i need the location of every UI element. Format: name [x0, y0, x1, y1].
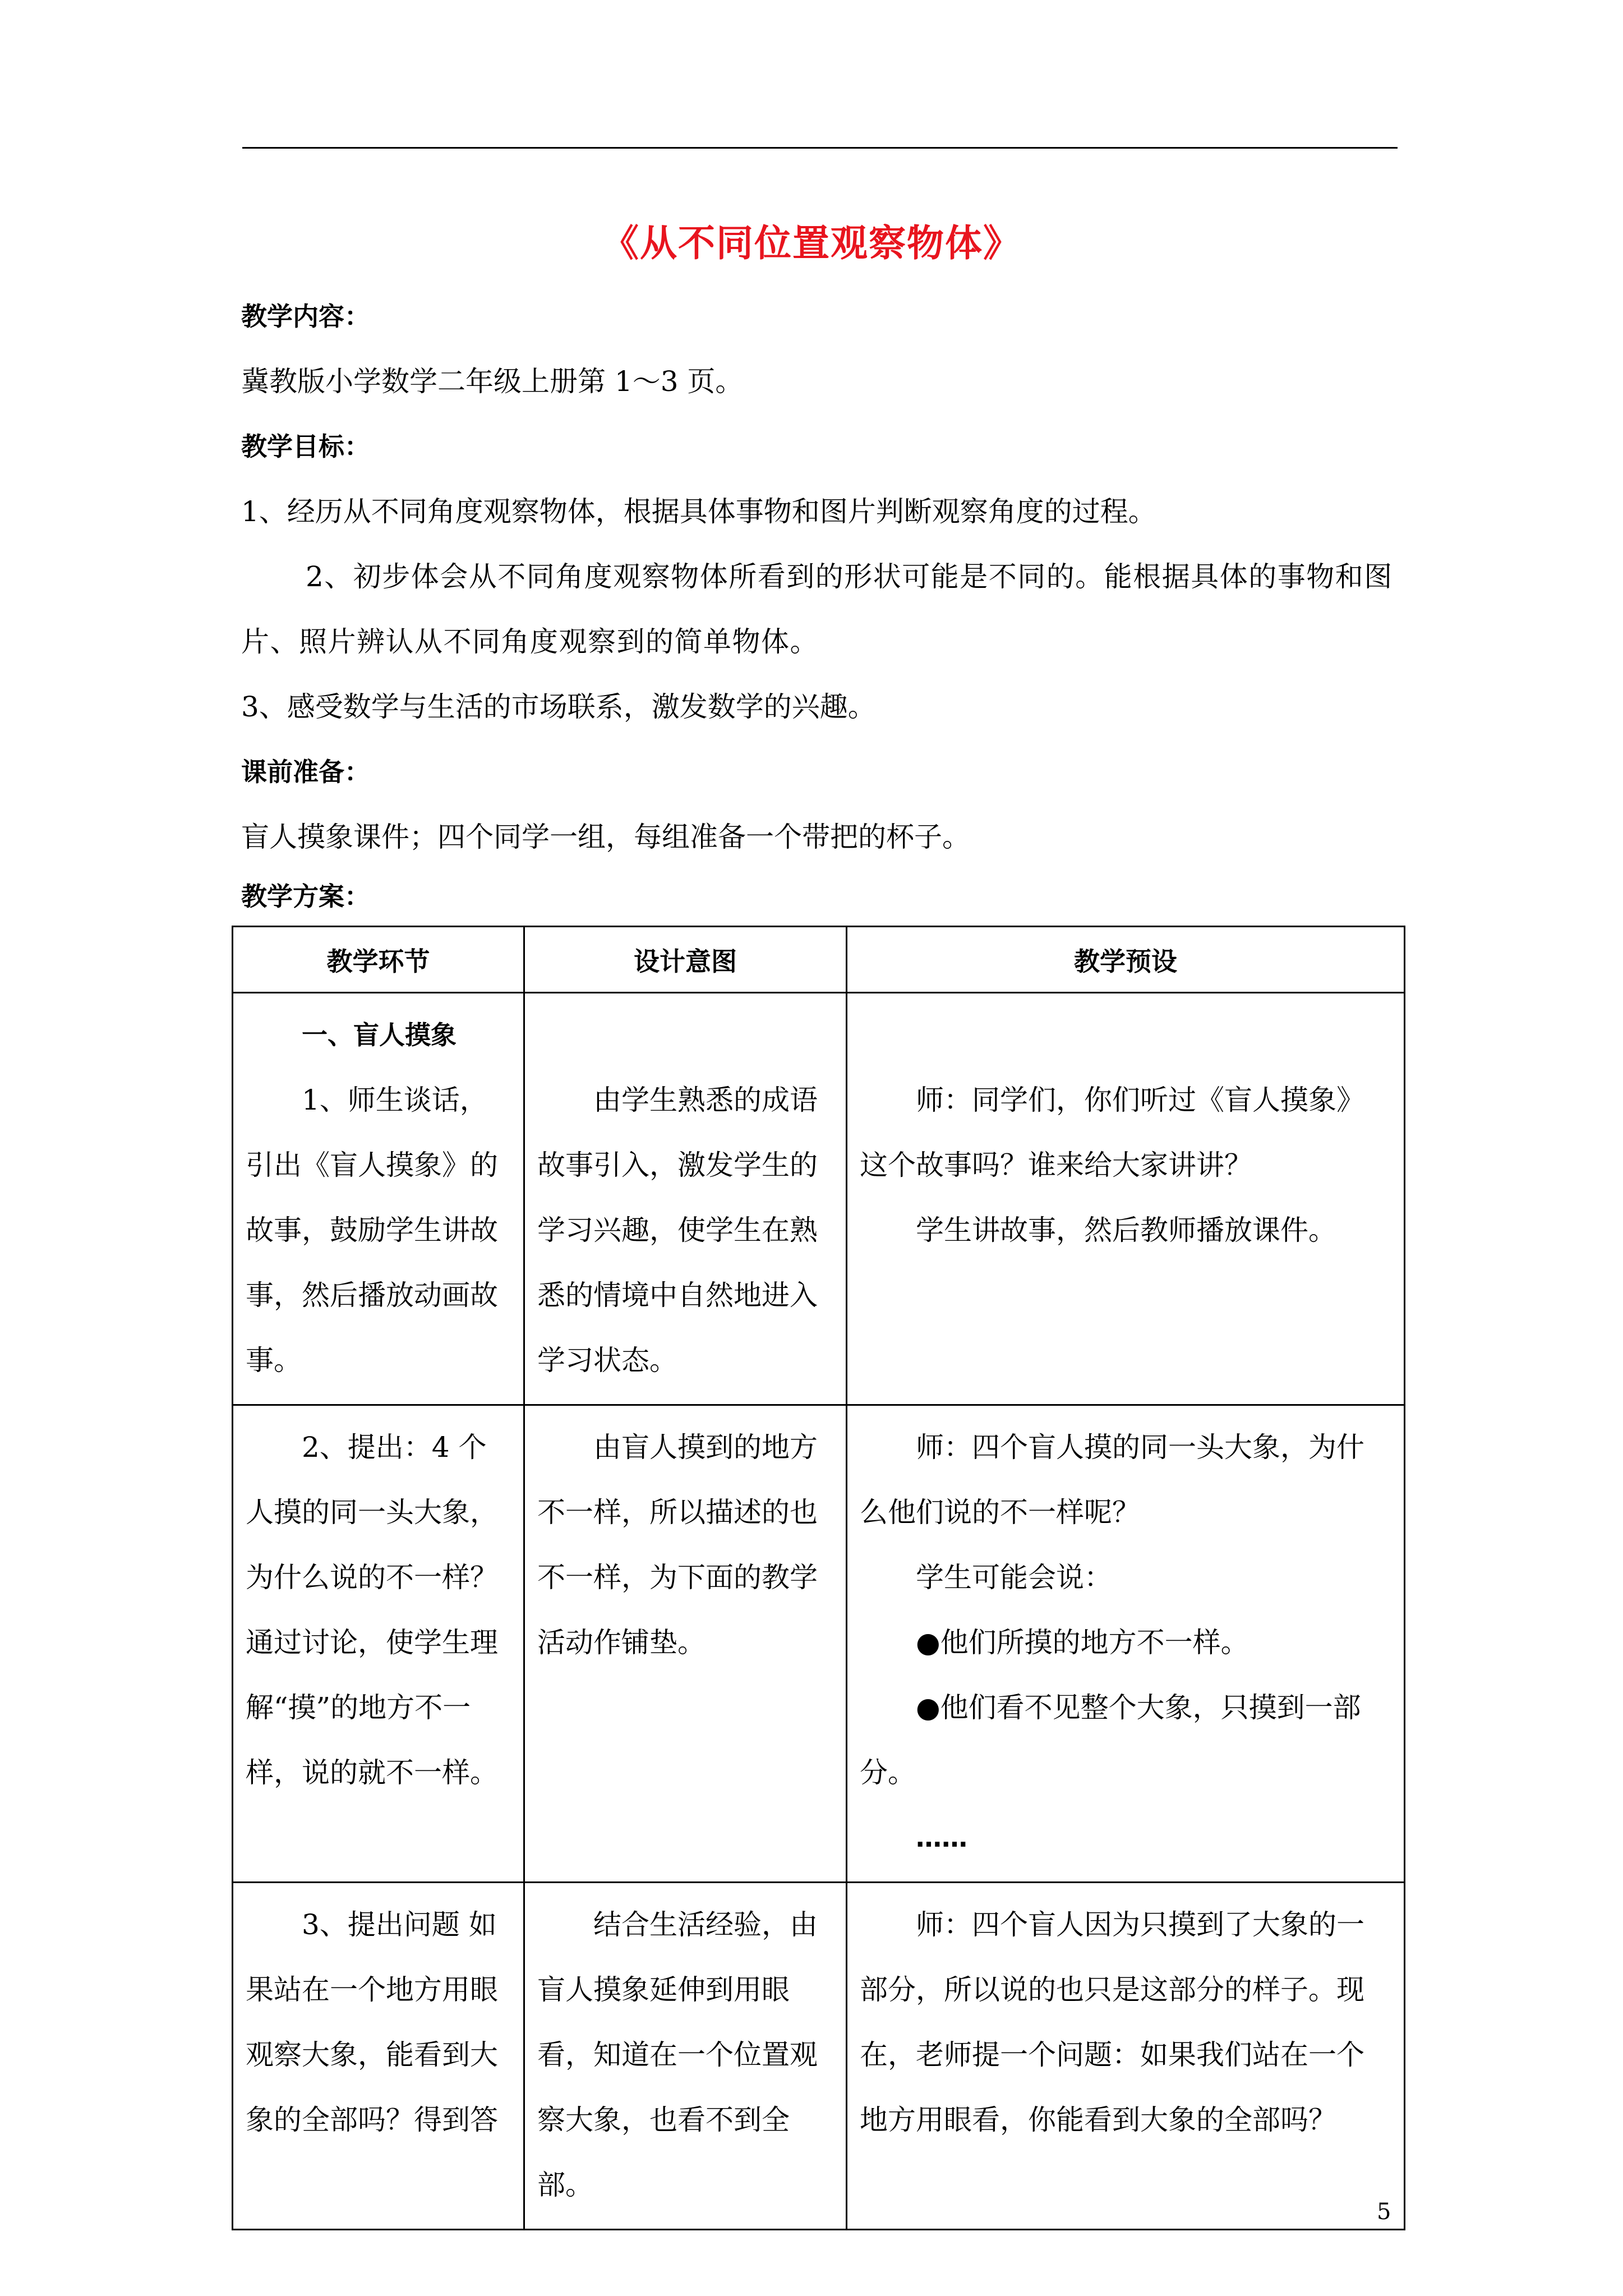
goals-heading: 教学目标： — [241, 431, 370, 462]
table-row — [233, 993, 1405, 1405]
preset-bullet: ●他们看不见整个大象，只摸到一部分。 — [860, 1691, 1361, 1789]
header-rule — [242, 147, 1398, 149]
preset-text: 师：四个盲人因为只摸到了大象的一部分，所以说的也只是这部分的样子。现在，老师提一个问题：如果我们站在一个地方用眼看，你能看到大象的全部吗？ — [860, 1908, 1364, 2136]
stage-text: 1、师生谈话，引出《盲人摸象》的故事，鼓励学生讲故事，然后播放动画故事。 — [246, 1084, 498, 1377]
content-text: 冀教版小学数学二年级上册第 1～3 页。 — [241, 365, 744, 398]
preset-cell — [847, 1405, 1405, 1883]
page-number: 5 — [1377, 2199, 1391, 2225]
prep-heading: 课前准备： — [241, 757, 370, 787]
intent-cell — [524, 1405, 847, 1883]
lesson-plan-table — [232, 926, 1405, 2230]
table-row — [233, 1883, 1405, 2230]
plan-heading: 教学方案： — [241, 881, 370, 912]
stage-heading: 一、盲人摸象 — [302, 1020, 457, 1050]
intent-cell — [524, 1883, 847, 2230]
stage-text: 2、提出：4 个人摸的同一头大象，为什么说的不一样？通过讨论，使学生理解“摸”的地方不一样，说的就不一样。 — [246, 1431, 498, 1789]
header-intent: 设计意图 — [524, 927, 847, 993]
goal-3: 3、感受数学与生活的市场联系，激发数学的兴趣。 — [241, 691, 876, 723]
stage-cell — [233, 993, 524, 1405]
goal-1: 1、经历从不同角度观察物体，根据具体事物和图片判断观察角度的过程。 — [241, 495, 1156, 528]
intent-cell — [524, 993, 847, 1405]
preset-text: 师：四个盲人摸的同一头大象，为什么他们说的不一样呢？ — [860, 1431, 1364, 1529]
table-header-row — [233, 927, 1405, 993]
header-preset: 教学预设 — [847, 927, 1405, 993]
preset-text: 学生讲故事，然后教师播放课件。 — [916, 1214, 1336, 1246]
stage-text: 3、提出问题 如果站在一个地方用眼观察大象，能看到大象的全部吗？得到答 — [246, 1908, 498, 2136]
preset-text: 师：同学们，你们听过《盲人摸象》这个故事吗？谁来给大家讲讲？ — [860, 1084, 1364, 1181]
preset-cell — [847, 993, 1405, 1405]
table-row — [233, 1405, 1405, 1883]
stage-cell — [233, 1405, 524, 1883]
goal-2: 2、初步体会从不同角度观察物体所看到的形状可能是不同的。能根据具体的事物和图片、照片辨认从不同角度观察到的简单物体。 — [241, 560, 1393, 658]
document-title: 《从不同位置观察物体》 — [602, 221, 1021, 265]
intent-text: 结合生活经验，由盲人摸象延伸到用眼看，知道在一个位置观察大象，也看不到全部。 — [537, 1908, 818, 2201]
stage-cell — [233, 1883, 524, 2230]
preset-ellipsis: …… — [916, 1823, 967, 1853]
intent-text: 由学生熟悉的成语故事引入，激发学生的学习兴趣，使学生在熟悉的情境中自然地进入学习状态。 — [537, 1084, 818, 1377]
preset-cell — [847, 1883, 1405, 2230]
preset-text: 学生可能会说： — [916, 1561, 1112, 1594]
prep-text: 盲人摸象课件；四个同学一组，每组准备一个带把的杯子。 — [241, 821, 970, 853]
intent-text: 由盲人摸到的地方不一样，所以描述的也不一样，为下面的教学活动作铺垫。 — [537, 1431, 818, 1659]
header-stage: 教学环节 — [233, 927, 524, 993]
preset-bullet: ●他们所摸的地方不一样。 — [916, 1626, 1249, 1659]
content-heading: 教学内容： — [241, 301, 370, 332]
